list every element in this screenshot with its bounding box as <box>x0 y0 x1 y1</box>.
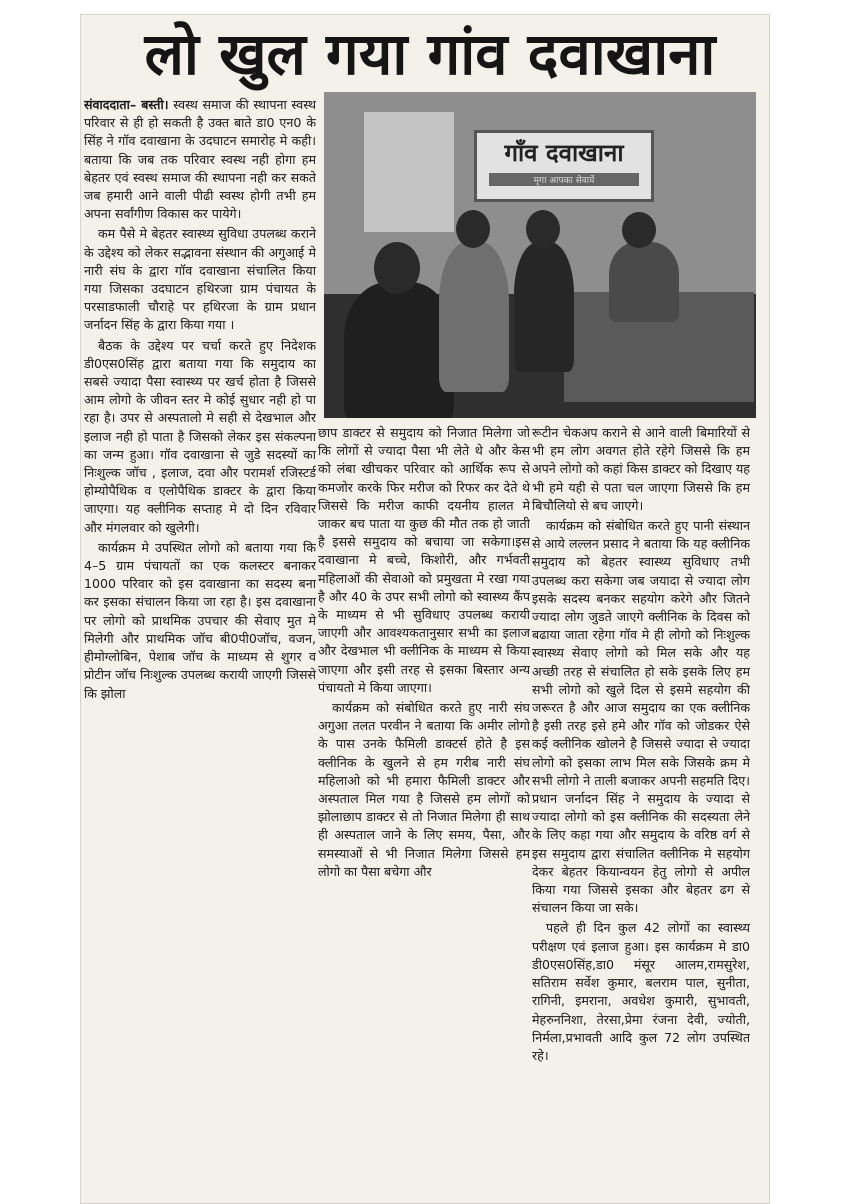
photo-person <box>344 282 454 418</box>
byline: संवाददाता– बस्ती। <box>84 97 169 112</box>
article-paragraph: कार्यक्रम को संबोधित करते हुए नारी संघ अगुआ तलत परवीन ने बताया कि अमीर लोगो के पास उनके फैमिली डाक्टर्स होते है इस क्लीनिक के खुलने से हम गरीब नारी संघ महिलाओ को भी हमारा फैमिली डाक्टर और अस्पताल मिल गया है जिससे हम लोगों को झोलाछाप डाक्टर से तो निजात मिलेगा ही साथ ही अस्पताल जाने के लिए समय, पैसा, और समस्याओं से भी निजात मिलेगा जिससे हम लोगो का पैसा बचेगा और <box>318 700 530 879</box>
photo-banner <box>474 130 654 202</box>
article-paragraph: छाप डाक्टर से समुदाय को निजात मिलेगा जो कि लोगों से ज्यादा पैसा भी लेते थे और केस को लंबा खीचकर परिवार को आर्थिक रूप से कमजोर करके फिर मरीज को रिफर कर देते थे जिससे कि मरीज काफी दयनीय हालत मे जाकर बच पाता या कुछ की मौत तक हो जाती है इससे समुदाय को बचाया जा सकेगा।इस दवाखाना मे बच्चे, किशोरी, और गर्भवती महिलाओं की सेवाओ को प्रमुखता मे रखा गया है और 40 के उपर सभी लोगो को स्वास्थ्य कैंप के माध्यम से भी सुविधाए उपलब्ध करायी जाएगी और आवश्यकतानुसार सभी का इलाज और देखभाल भी क्लीनिक के माध्यम से किया जाएगा और इसी तरह से इसका बिस्तार अन्य पंचायतो मे किया जाएगा। <box>318 425 530 695</box>
article-paragraph: कार्यक्रम को संबोधित करते हुए पानी संस्थान से आये लल्लन प्रसाद ने बताया कि यह क्लीनिक समुदाय को बेहतर स्वास्थ्य सुविधाए तभी उपलब्ध करा सकेगा जब जयादा से ज्यादा लोग इसके सदस्य बनकर सहयोग करेगे और जितने ज्यादा लोग जुडते जाएगे क्लीनिक के दिवस को बढाया जाता रहेगा गॉव मे ही लोगो को निःशुल्क स्वास्थ्य सेवाए लोगो को मिल सके और यह अच्छी तरह से संचालित हो सके इसके लिए हम सभी लोगो को खुले दिल से इसमे सहयोग की जरूरत है और आज समुदाय का एक क्लीनिक है इसी तरह इसे हमे और गॉव को जोडकर ऐसे कई क्लीनिक खोलने है जिससे ज्यादा से ज्यादा लोगो को इसका लाभ मिल सके जिसके क्रम मे सभी लोगो ने ताली बजाकर अपनी सहमति दिए। प्रधान जर्नादन सिंह ने समुदाय के ज्यादा से ज्यादा लोगो को इस क्लीनिक की सदस्यता लेने के लिए कहा गया और समुदाय के वरिष्ठ वर्ग से इस समुदाय द्वारा संचालित क्लीनिक मे सहयोग देकर बेहतर कियान्वयन हेतु लोगो से अपील किया गया जिससे इसका और बेहतर ढग से संचालन किया जा सके। <box>532 518 750 916</box>
photo-person <box>439 242 509 392</box>
photo-person-head <box>622 212 656 248</box>
article-column-3 <box>532 424 750 1200</box>
photo-person <box>514 242 574 372</box>
article-column-1 <box>84 96 316 1006</box>
photo-window <box>364 112 454 232</box>
headline: लो खुल गया गांव दवाखाना <box>144 20 716 88</box>
photo-person <box>609 242 679 322</box>
article-column-2 <box>318 424 530 1024</box>
photo-person-head <box>526 210 560 248</box>
article-paragraph: रूटीन चेकअप कराने से आने वाली बिमारियों से भी हम लोग अवगत होते रहेगे जिससे कि हम अपने लोगो को कहां किस डाक्टर को दिखाए यह भी हमे यही से पता चल जाएगा जिससे कि हम बिचौलियो से बच जाएगे। <box>532 425 750 513</box>
banner-subtitle: मृगा आपका सेवायें <box>489 173 639 186</box>
article-paragraph <box>84 96 316 223</box>
article-paragraph: कम पैसे मे बेहतर स्वास्थ्य सुविधा उपलब्ध कराने के उद्देश्य को लेकर सद्भावना संस्थान की अगुआई मे नारी संघ के द्वारा गॉव दवाखाना संचालित किया गया जिसका उदघाटन हथिरजा ग्राम पंचायत के परसाडफाली चौराहे पर हथिरजा के ग्राम प्रधान जर्नादन सिंह के द्वारा किया गया । <box>84 226 316 333</box>
photo-person-head <box>374 242 420 294</box>
article-paragraph: कार्यक्रम मे उपस्थित लोगो को बताया गया कि 4–5 ग्राम पंचायतों का एक कलस्टर बनाकर 1000 परिवार को इस दवाखाना का सदस्य बना कर इसका संचालन किया जा रहा है। इस दवाखाना पर लोगो को प्राथमिक उपचार की सेवाए मुत मे मिलेगी और प्राथमिक जॉच बी0पी0जॉच, वजन, हीमोग्लोबिन, पेशाब जॉच के माध्यम से शुगर व प्रोटीन जॉच निःशुल्क उपलब्ध करायी जाएगी जिससे कि झोला <box>84 539 316 701</box>
event-photo <box>324 92 756 418</box>
paragraph-text: स्वस्थ समाज की स्थापना स्वस्थ परिवार से ही हो सकती है उक्त बाते डा0 एन0 के सिंह ने गॉव दवाखाना के उदघाटन समारोह मे कही। बताया कि जब तक परिवार स्वस्थ नही होगा हम बेहतर एवं स्वस्थ समाज की स्थापना नही कर सकते जब हमारी आने वाली पीढी स्वस्थ होगी तभी हम अपना सर्वांगीण विकास कर पायेगे। <box>84 97 316 222</box>
photo-person-head <box>456 210 490 248</box>
article-paragraph: बैठक के उद्देश्य पर चर्चा करते हुए निदेशक डी0एस0सिंह द्वारा बताया गया कि समुदाय का सबसे ज्यादा पैसा स्वास्थ्य पर खर्च होता है जिससे आम लोगो के जीवन स्तर मे कोई सुधार नही हो पा रहा है। उपर से अस्पतालो मे सही से देखभाल और इलाज नही हो पाता है जिसको लेकर इस संकल्पना का जन्म हुआ। गॉव दवाखाना से जुडे सदस्यों का निःशुल्क जॉच , इलाज, दवा और परामर्श रजिस्टर्ड होम्योपैथिक व एलोपैथिक डाक्टर के द्वारा किया जाएगा। यह क्लीनिक सप्ताह मे दो दिन रविवार और मंगलवार को खुलेगी। <box>84 337 316 535</box>
banner-title: गाँव दवाखाना <box>504 139 624 167</box>
article-paragraph: पहले ही दिन कुल 42 लोगों का स्वास्थ्य परीक्षण एवं इलाज हुआ। इस कार्यक्रम मे डा0 डी0एस0सिंह,डा0 मंसूर आलम,रामसुरेश, सतिराम सर्वेश कुमार, बलराम पाल, सुनीता, रागिनी, इमराना, अवधेश कुमारी, सुभावती, मेहरुननिशा, तेरसा,प्रेमा रंजना देवी, ज्योती, निर्मला,प्रभावती आदि कुल 72 लोग उपस्थित रहे। <box>532 920 750 1063</box>
